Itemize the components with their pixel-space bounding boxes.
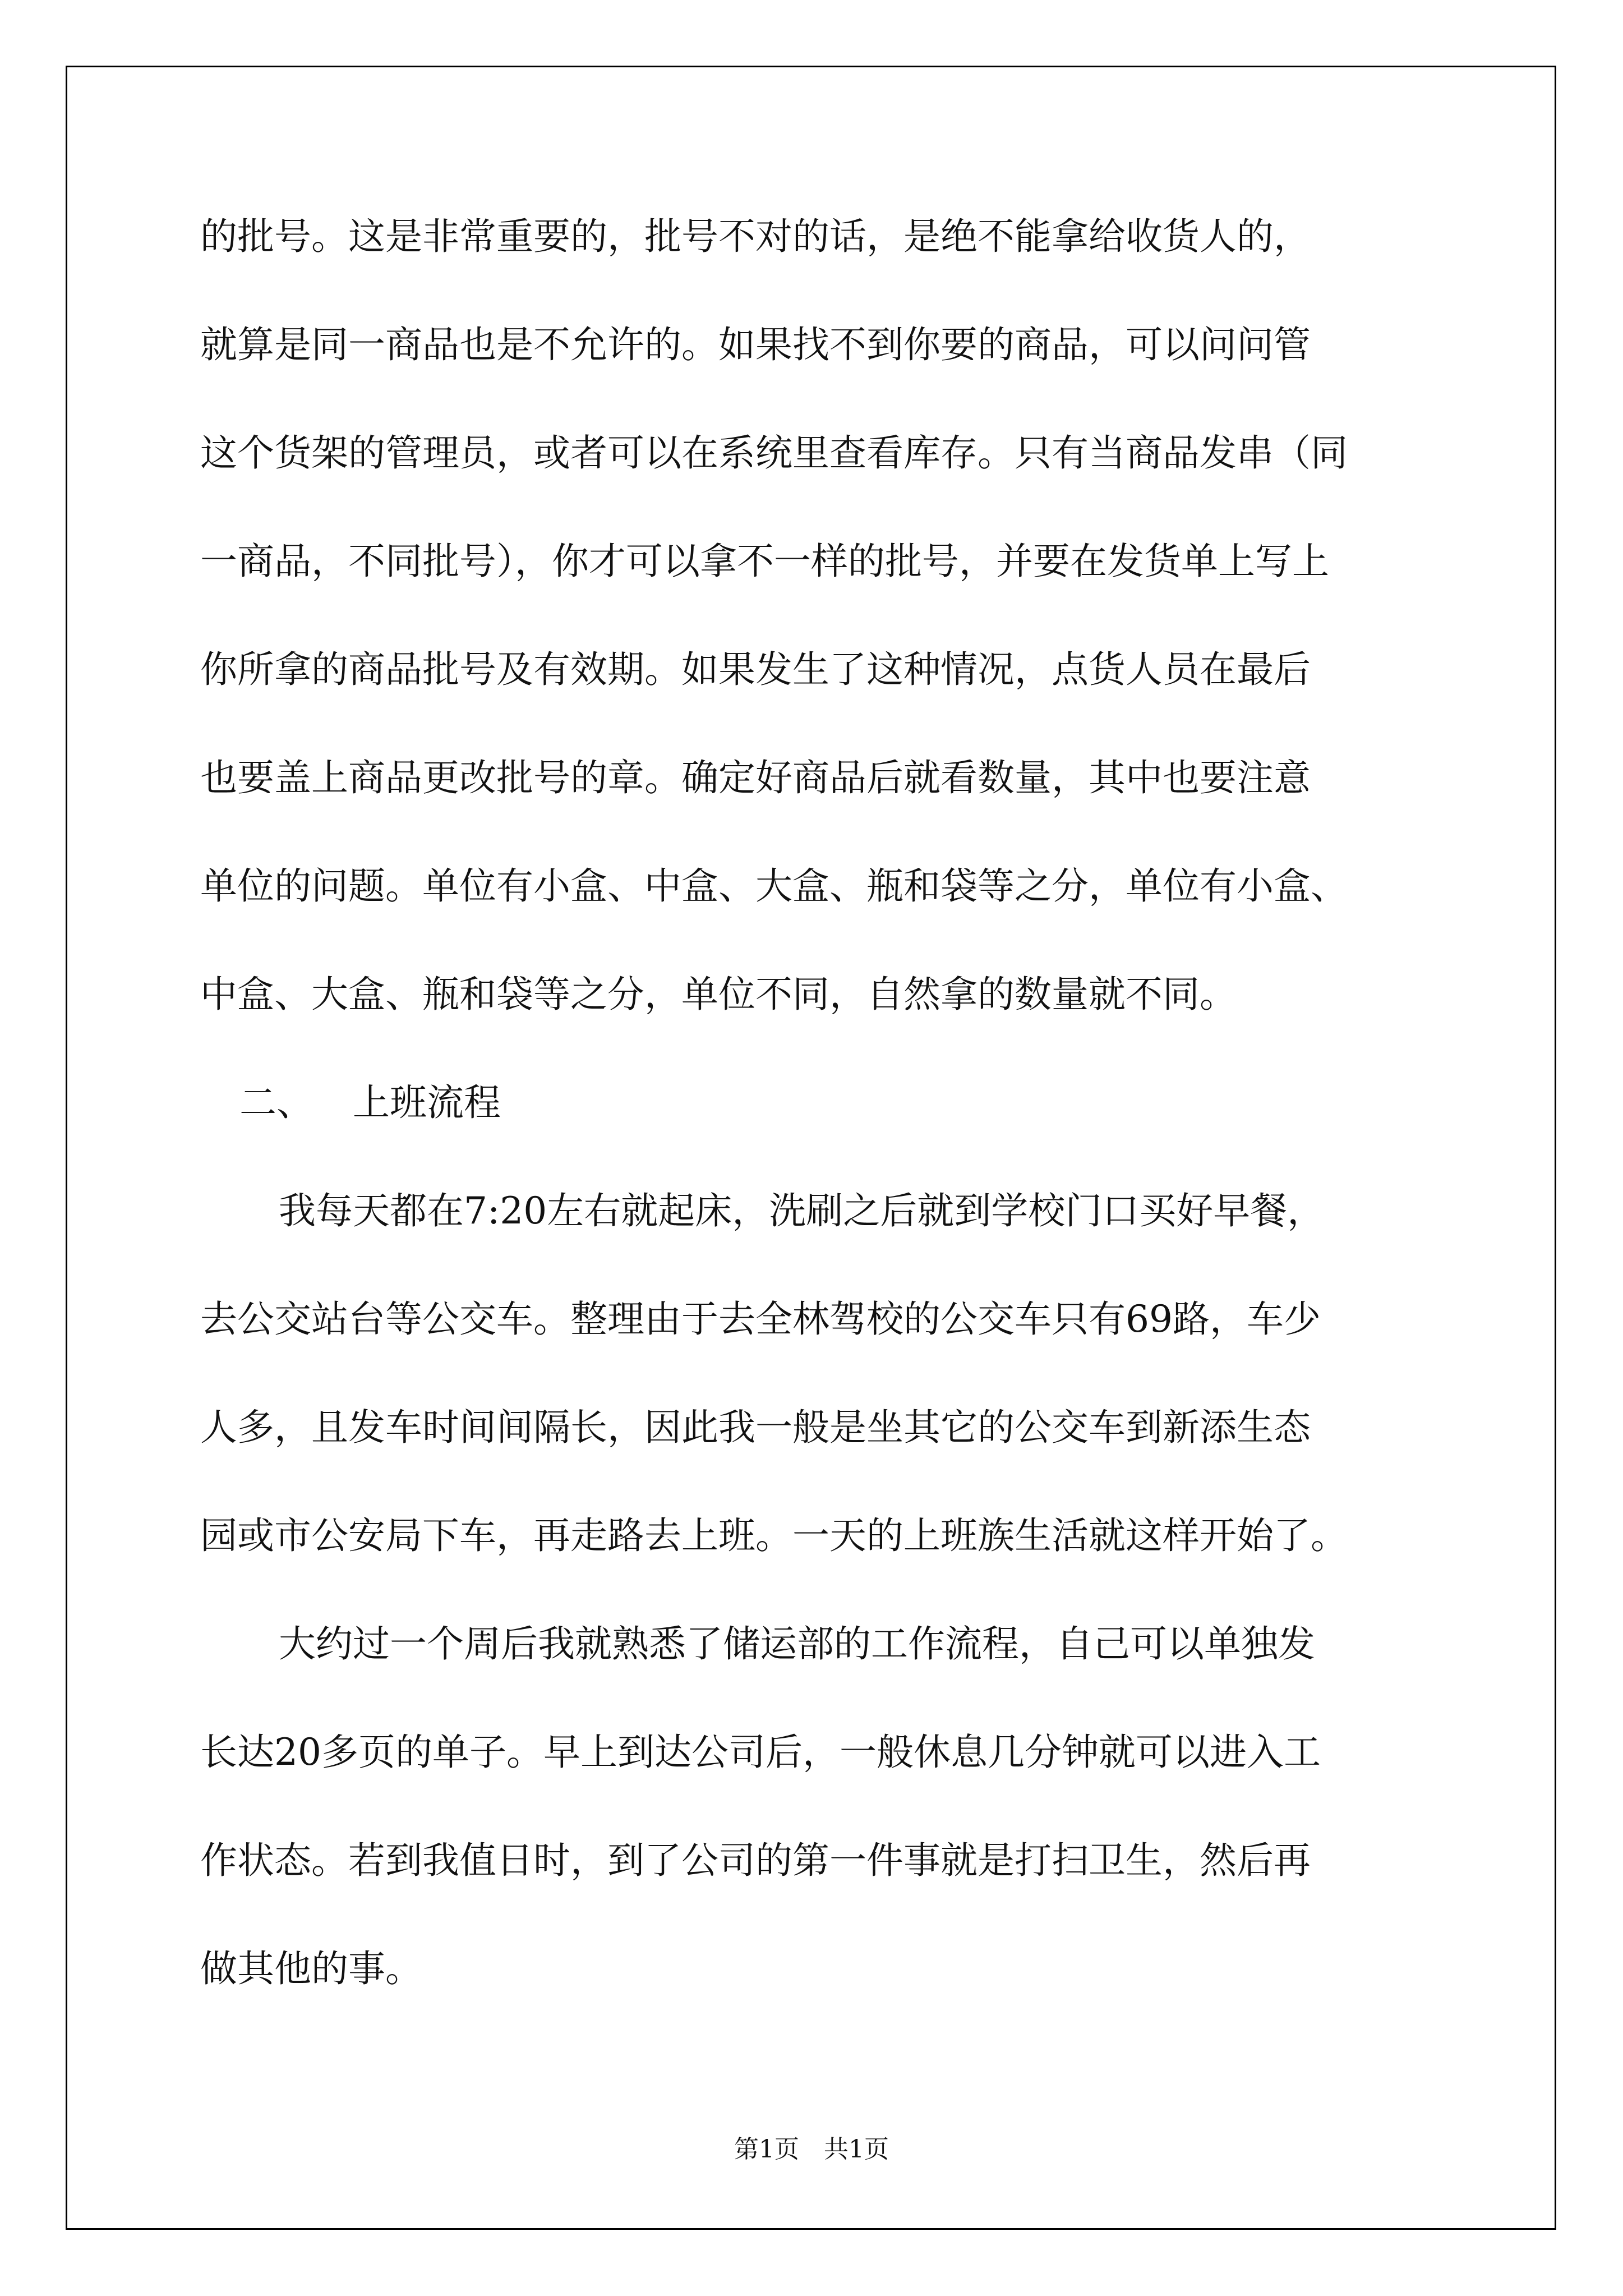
line-text: 中盒、大盒、瓶和袋等之分，单位不同，自然拿的数量就不同。 — [200, 973, 1237, 1016]
line-text: 我每天都在7:20左右就起床，洗刷之后就到学校门口买好早餐， — [279, 1189, 1325, 1232]
text-line — [200, 1157, 1423, 1265]
text-line — [200, 1915, 1423, 2023]
text-line — [200, 1481, 1423, 1590]
text-line — [200, 291, 1423, 399]
section-number: 二、 — [239, 1081, 313, 1124]
text-line — [200, 507, 1423, 615]
section-title: 上班流程 — [353, 1081, 501, 1124]
text-line — [200, 182, 1423, 291]
line-text: 这个货架的管理员，或者可以在系统里查看库存。只有当商品发串（同 — [200, 431, 1348, 475]
line-text: 做其他的事。 — [200, 1947, 422, 1990]
page-number-label: 第1页 共1页 — [734, 2135, 889, 2164]
text-line — [200, 1590, 1423, 1698]
line-text: 去公交站台等公交车。整理由于去全林驾校的公交车只有69路，车少 — [200, 1297, 1321, 1341]
text-line — [200, 615, 1423, 724]
line-text: 作状态。若到我值日时，到了公司的第一件事就是打扫卫生，然后再 — [200, 1839, 1311, 1882]
line-text: 园或市公安局下车，再走路去上班。一天的上班族生活就这样开始了。 — [200, 1514, 1348, 1557]
line-text: 长达20多页的单子。早上到达公司后，一般休息几分钟就可以进入工 — [200, 1731, 1321, 1774]
text-line — [200, 1265, 1423, 1373]
text-line — [200, 399, 1423, 507]
page-footer — [0, 2129, 1623, 2165]
text-line — [200, 1806, 1423, 1915]
document-body — [200, 182, 1423, 2023]
section-heading — [200, 1048, 1423, 1157]
text-line — [200, 1698, 1423, 1806]
line-text: 人多，且发车时间间隔长，因此我一般是坐其它的公交车到新添生态 — [200, 1406, 1311, 1449]
line-text: 就算是同一商品也是不允许的。如果找不到你要的商品，可以问问管 — [200, 323, 1311, 366]
text-line — [200, 940, 1423, 1048]
line-text: 你所拿的商品批号及有效期。如果发生了这种情况，点货人员在最后 — [200, 648, 1311, 691]
text-line — [200, 724, 1423, 832]
text-line — [200, 1373, 1423, 1481]
line-text: 一商品，不同批号），你才可以拿不一样的批号，并要在发货单上写上 — [200, 540, 1329, 583]
text-line — [200, 832, 1423, 940]
line-text: 的批号。这是非常重要的，批号不对的话，是绝不能拿给收货人的， — [200, 215, 1311, 258]
line-text: 也要盖上商品更改批号的章。确定好商品后就看数量，其中也要注意 — [200, 756, 1311, 799]
line-text: 大约过一个周后我就熟悉了储运部的工作流程，自己可以单独发 — [279, 1622, 1315, 1665]
line-text: 单位的问题。单位有小盒、中盒、大盒、瓶和袋等之分，单位有小盒、 — [200, 864, 1348, 908]
